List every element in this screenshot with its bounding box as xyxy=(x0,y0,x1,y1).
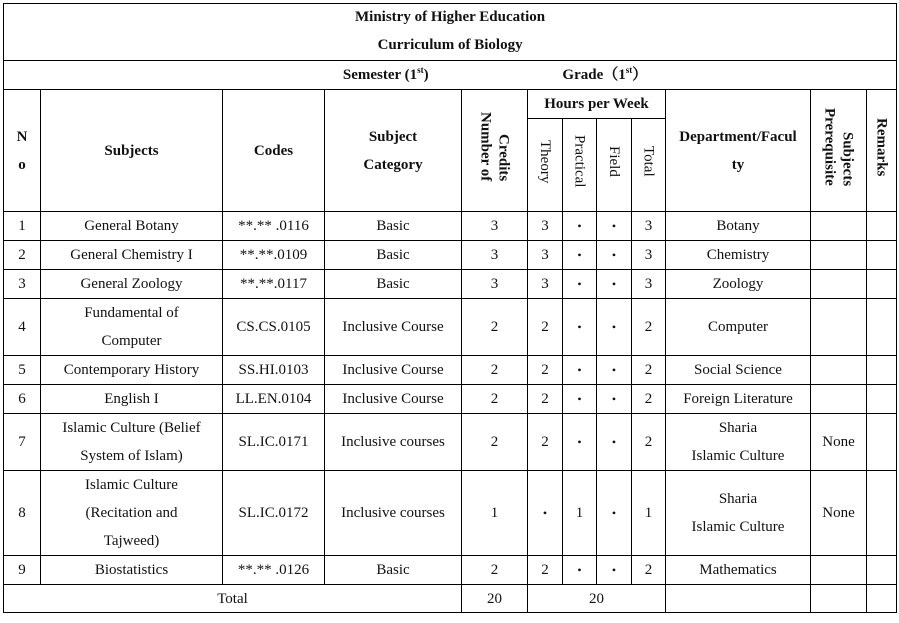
row-no: 2 xyxy=(4,241,41,270)
row-field: • xyxy=(597,471,632,556)
row-code: **.** .0126 xyxy=(223,556,325,585)
row-department-line: Islamic Culture xyxy=(691,448,785,464)
table-row xyxy=(4,556,897,585)
semester-grade-cell xyxy=(4,61,897,90)
row-code: SS.HI.0103 xyxy=(223,356,325,385)
row-remarks xyxy=(867,212,897,241)
table-row xyxy=(4,212,897,241)
row-theory: • xyxy=(528,471,563,556)
row-code: CS.CS.0105 xyxy=(223,299,325,356)
row-prereq: None xyxy=(811,471,867,556)
row-department-line: Islamic Culture xyxy=(691,519,785,535)
row-category xyxy=(325,414,462,471)
row-prereq xyxy=(811,241,867,270)
semester-label: Semester (1st) xyxy=(342,65,429,83)
row-practical: 1 xyxy=(563,471,597,556)
row-department-line: Social Science xyxy=(694,362,782,378)
row-credits: 2 xyxy=(462,414,528,471)
col-hours-header: Hours per Week xyxy=(528,90,666,119)
total-hours: 20 xyxy=(528,585,666,613)
row-practical: • xyxy=(563,212,597,241)
row-category-line: Basic xyxy=(376,247,410,263)
row-remarks xyxy=(867,471,897,556)
row-code: SL.IC.0171 xyxy=(223,414,325,471)
col-field-header: Field xyxy=(597,119,632,212)
row-subject-line: (Recitation and xyxy=(85,505,178,521)
row-category-line: Inclusive Course xyxy=(342,362,444,378)
row-subject-line: Islamic Culture (Belief xyxy=(62,420,201,436)
subtitle-row xyxy=(4,30,897,61)
row-subject-line: Biostatistics xyxy=(94,562,169,578)
row-prereq xyxy=(811,385,867,414)
row-practical: • xyxy=(563,299,597,356)
row-department xyxy=(666,241,811,270)
row-category-line: Basic xyxy=(376,218,410,234)
row-credits: 1 xyxy=(462,471,528,556)
row-subject xyxy=(41,556,223,585)
row-category xyxy=(325,385,462,414)
col-theory-header: Theory xyxy=(528,119,563,212)
row-subject xyxy=(41,212,223,241)
row-code: LL.EN.0104 xyxy=(223,385,325,414)
row-subject-line: System of Islam) xyxy=(80,448,183,464)
row-department-line: Foreign Literature xyxy=(683,391,793,407)
row-category-line: Inclusive Course xyxy=(342,391,444,407)
row-prereq xyxy=(811,356,867,385)
row-theory: 2 xyxy=(528,299,563,356)
row-total-hours: 2 xyxy=(632,356,666,385)
row-category-line: Inclusive courses xyxy=(341,505,445,521)
row-theory: 2 xyxy=(528,385,563,414)
row-code: SL.IC.0172 xyxy=(223,471,325,556)
table-row xyxy=(4,356,897,385)
row-theory: 3 xyxy=(528,212,563,241)
row-subject xyxy=(41,270,223,299)
table-row xyxy=(4,385,897,414)
row-category xyxy=(325,471,462,556)
row-category-line: Basic xyxy=(376,562,410,578)
row-subject-line: General Botany xyxy=(84,218,179,234)
row-remarks xyxy=(867,556,897,585)
row-category xyxy=(325,356,462,385)
row-code: **.**.0109 xyxy=(223,241,325,270)
row-total-hours: 2 xyxy=(632,414,666,471)
row-remarks xyxy=(867,356,897,385)
row-code: **.** .0116 xyxy=(223,212,325,241)
total-row xyxy=(4,585,897,613)
row-department-line: Botany xyxy=(716,218,760,234)
curriculum-table xyxy=(3,3,897,613)
row-department xyxy=(666,385,811,414)
row-practical: • xyxy=(563,270,597,299)
col-department-header: Department/Facul ty xyxy=(666,90,811,212)
table-row xyxy=(4,471,897,556)
row-credits: 2 xyxy=(462,556,528,585)
total-department-empty xyxy=(666,585,811,613)
row-credits: 3 xyxy=(462,270,528,299)
row-practical: • xyxy=(563,414,597,471)
row-category xyxy=(325,299,462,356)
row-department-line: Mathematics xyxy=(699,562,777,578)
row-subject-line: Tajweed) xyxy=(103,533,160,549)
row-credits: 2 xyxy=(462,356,528,385)
col-credits-header: Number of Credits xyxy=(462,90,528,212)
column-header-row-1 xyxy=(4,90,897,119)
row-total-hours: 2 xyxy=(632,556,666,585)
row-field: • xyxy=(597,212,632,241)
row-no: 5 xyxy=(4,356,41,385)
row-field: • xyxy=(597,356,632,385)
row-field: • xyxy=(597,385,632,414)
course-rows xyxy=(4,212,897,585)
row-code: **.**.0117 xyxy=(223,270,325,299)
row-department xyxy=(666,270,811,299)
row-theory: 2 xyxy=(528,414,563,471)
curriculum-document xyxy=(3,3,896,613)
row-remarks xyxy=(867,241,897,270)
row-subject-line: Islamic Culture xyxy=(85,477,178,493)
row-theory: 3 xyxy=(528,241,563,270)
row-remarks xyxy=(867,385,897,414)
col-category-header: Subject Category xyxy=(325,90,462,212)
total-prereq-empty xyxy=(811,585,867,613)
row-practical: • xyxy=(563,556,597,585)
row-field: • xyxy=(597,414,632,471)
row-category-line: Inclusive Course xyxy=(342,319,444,335)
row-category xyxy=(325,241,462,270)
total-credits: 20 xyxy=(462,585,528,613)
curriculum-title: Curriculum of Biology xyxy=(4,30,897,61)
row-field: • xyxy=(597,299,632,356)
row-department xyxy=(666,212,811,241)
row-credits: 3 xyxy=(462,212,528,241)
row-subject xyxy=(41,241,223,270)
row-total-hours: 2 xyxy=(632,299,666,356)
row-category xyxy=(325,556,462,585)
table-row xyxy=(4,414,897,471)
ministry-title: Ministry of Higher Education xyxy=(4,4,897,31)
row-remarks xyxy=(867,414,897,471)
row-no: 6 xyxy=(4,385,41,414)
row-subject xyxy=(41,471,223,556)
col-codes-header: Codes xyxy=(223,90,325,212)
row-no: 9 xyxy=(4,556,41,585)
row-prereq xyxy=(811,270,867,299)
row-subject xyxy=(41,385,223,414)
table-row xyxy=(4,270,897,299)
row-prereq xyxy=(811,212,867,241)
semester-row xyxy=(4,61,897,90)
row-practical: • xyxy=(563,385,597,414)
row-department xyxy=(666,556,811,585)
table-row xyxy=(4,299,897,356)
col-remarks-header: Remarks xyxy=(867,90,897,212)
row-remarks xyxy=(867,270,897,299)
row-department xyxy=(666,414,811,471)
row-department-line: Zoology xyxy=(712,276,764,292)
row-subject xyxy=(41,299,223,356)
total-remarks-empty xyxy=(867,585,897,613)
row-department xyxy=(666,299,811,356)
grade-label: Grade（1st） xyxy=(562,65,648,83)
table-row xyxy=(4,241,897,270)
row-no: 8 xyxy=(4,471,41,556)
row-no: 1 xyxy=(4,212,41,241)
row-credits: 2 xyxy=(462,299,528,356)
col-practical-header: Practical xyxy=(563,119,597,212)
row-no: 4 xyxy=(4,299,41,356)
row-no: 3 xyxy=(4,270,41,299)
row-theory: 2 xyxy=(528,556,563,585)
row-prereq xyxy=(811,556,867,585)
row-field: • xyxy=(597,556,632,585)
row-department xyxy=(666,356,811,385)
row-credits: 2 xyxy=(462,385,528,414)
row-practical: • xyxy=(563,356,597,385)
row-subject-line: English I xyxy=(104,391,159,407)
row-subject xyxy=(41,414,223,471)
row-department-line: Computer xyxy=(708,319,768,335)
row-field: • xyxy=(597,241,632,270)
col-subjects-header: Subjects xyxy=(41,90,223,212)
row-remarks xyxy=(867,299,897,356)
row-category-line: Basic xyxy=(376,276,410,292)
total-label: Total xyxy=(4,585,462,613)
row-field: • xyxy=(597,270,632,299)
row-subject-line: Fundamental of xyxy=(84,305,179,321)
row-subject-line: Computer xyxy=(101,333,162,349)
col-prereq-header: Prerequisite Subjects xyxy=(811,90,867,212)
row-department xyxy=(666,471,811,556)
row-total-hours: 2 xyxy=(632,385,666,414)
row-prereq xyxy=(811,299,867,356)
row-practical: • xyxy=(563,241,597,270)
row-department-line: Sharia xyxy=(718,491,758,507)
row-category-line: Inclusive courses xyxy=(341,434,445,450)
row-department-line: Sharia xyxy=(718,420,758,436)
row-total-hours: 3 xyxy=(632,241,666,270)
row-theory: 3 xyxy=(528,270,563,299)
row-subject xyxy=(41,356,223,385)
row-total-hours: 3 xyxy=(632,270,666,299)
row-theory: 2 xyxy=(528,356,563,385)
col-no-header: N o xyxy=(4,90,41,212)
row-subject-line: General Zoology xyxy=(80,276,183,292)
row-total-hours: 3 xyxy=(632,212,666,241)
row-subject-line: General Chemistry I xyxy=(70,247,193,263)
row-no: 7 xyxy=(4,414,41,471)
row-prereq: None xyxy=(811,414,867,471)
col-total-header: Total xyxy=(632,119,666,212)
row-category xyxy=(325,212,462,241)
row-credits: 3 xyxy=(462,241,528,270)
row-department-line: Chemistry xyxy=(706,247,770,263)
row-category xyxy=(325,270,462,299)
row-total-hours: 1 xyxy=(632,471,666,556)
row-subject-line: Contemporary History xyxy=(63,362,200,378)
title-row xyxy=(4,4,897,31)
